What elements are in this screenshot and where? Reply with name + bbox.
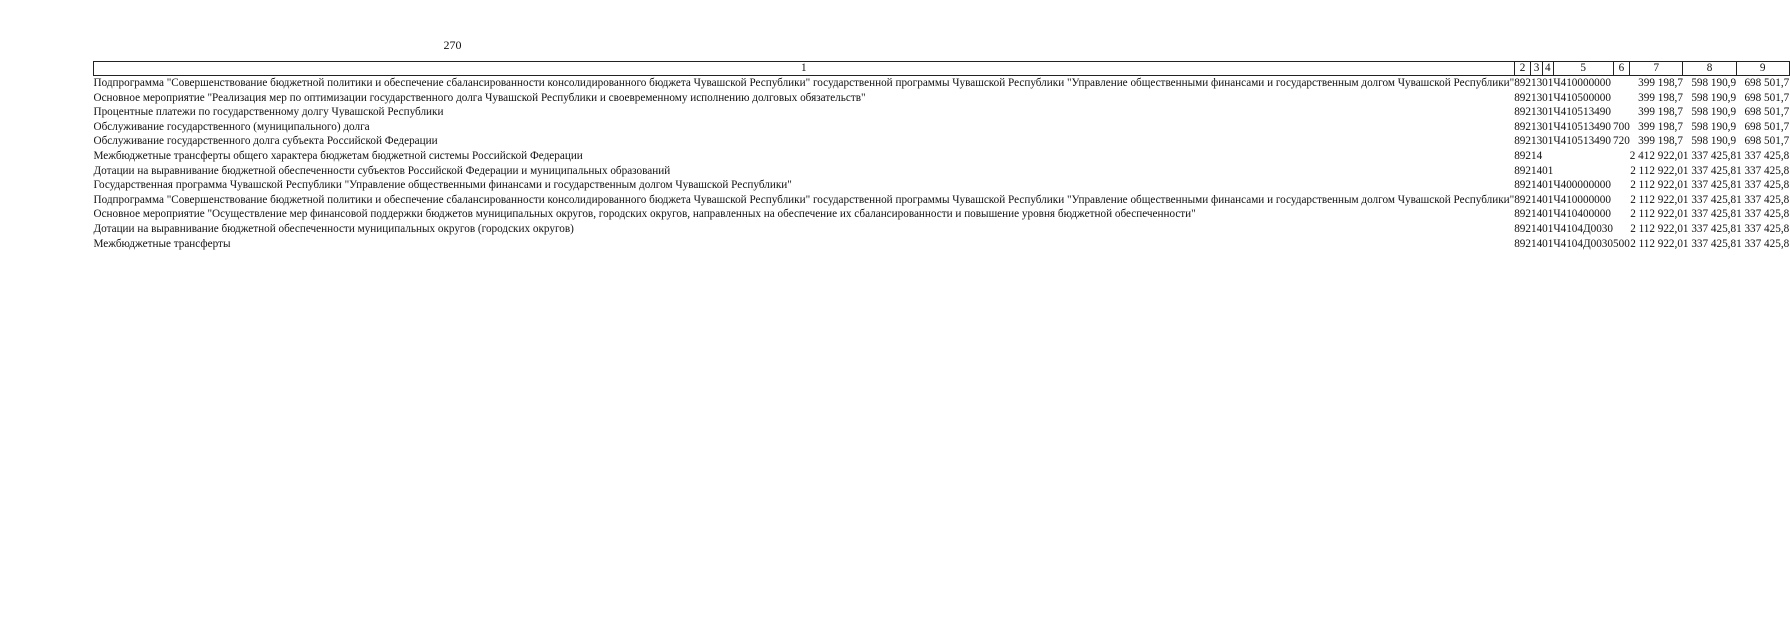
amount-year-1: 399 198,7 [1638, 106, 1683, 119]
subsection-code: 01 [1542, 208, 1554, 221]
header-cell: 4 [1542, 62, 1553, 76]
target-article-code: Ч4104Д0030 [1553, 222, 1613, 235]
expense-type-code: 700 [1613, 120, 1630, 133]
table-row [94, 120, 1790, 135]
row-name: Основное мероприятие "Реализация мер по оптимизации государственного долга Чувашской Республики и своевременному исполнению долговых обязательств" [93, 91, 866, 104]
ministry-code: 892 [1514, 106, 1531, 119]
expense-type-code [1613, 164, 1630, 179]
subsection-code: 01 [1542, 135, 1554, 148]
header-cell: 1 [94, 62, 1515, 76]
header-cell: 8 [1683, 62, 1736, 76]
expense-type-code [1613, 149, 1630, 164]
section-code: 13 [1530, 120, 1543, 133]
amount-year-1: 399 198,7 [1638, 91, 1683, 104]
section-code: 13 [1530, 106, 1543, 119]
ministry-code: 892 [1514, 149, 1531, 162]
amount-year-2: 598 190,9 [1691, 135, 1737, 148]
budget-table [93, 61, 1790, 251]
expense-type-code [1613, 76, 1630, 91]
amount-year-2: 598 190,9 [1691, 77, 1737, 89]
subsection-code: 01 [1542, 77, 1554, 89]
ministry-code: 892 [1514, 120, 1531, 133]
target-article-code: Ч410400000 [1553, 208, 1611, 221]
section-code: 13 [1530, 91, 1543, 104]
target-article-code [1553, 164, 1613, 179]
row-name: Процентные платежи по государственному долгу Чувашской Республики [93, 106, 444, 119]
amount-year-1: 2 412 922,0 [1629, 149, 1683, 162]
amount-year-1: 2 112 922,0 [1630, 237, 1683, 250]
header-cell: 7 [1630, 62, 1683, 76]
subsection-code [1542, 149, 1553, 164]
row-name: Подпрограмма "Совершенствование бюджетной политики и обеспечение сбалансированности консолидированного бюджета Чувашской Республики" государственной программы Чувашской Республики "Управление общественными финансами и государственным долгом Чувашской Республики" [93, 193, 1515, 206]
table-row [94, 76, 1790, 91]
table-row [94, 164, 1790, 179]
section-code: 13 [1530, 77, 1543, 89]
header-cell: 9 [1736, 62, 1789, 76]
table-row [94, 222, 1790, 237]
row-name: Подпрограмма "Совершенствование бюджетной политики и обеспечение сбалансированности консолидированного бюджета Чувашской Республики" государственной программы Чувашской Республики "Управление общественными финансами и государственным долгом Чувашской Республики" [93, 77, 1515, 89]
section-code: 14 [1530, 164, 1543, 177]
expense-type-code [1613, 91, 1630, 106]
amount-year-3: 1 337 425,8 [1736, 208, 1790, 221]
header-cell: 3 [1531, 62, 1542, 76]
row-name: Межбюджетные трансферты общего характера бюджетам бюджетной системы Российской Федерации [93, 149, 583, 162]
amount-year-2: 1 337 425,8 [1682, 164, 1737, 177]
subsection-code: 01 [1542, 237, 1554, 250]
ministry-code: 892 [1514, 135, 1531, 148]
expense-type-code [1613, 193, 1630, 208]
subsection-code: 01 [1542, 164, 1554, 177]
section-code: 14 [1530, 237, 1543, 250]
amount-year-2: 1 337 425,8 [1682, 149, 1737, 162]
subsection-code: 01 [1542, 222, 1554, 235]
amount-year-3: 698 501,7 [1744, 135, 1790, 148]
target-article-code: Ч410513490 [1553, 120, 1611, 133]
header-cell: 5 [1553, 62, 1613, 76]
target-article-code: Ч410513490 [1553, 106, 1611, 119]
amount-year-2: 598 190,9 [1691, 91, 1737, 104]
ministry-code: 892 [1514, 77, 1531, 89]
table-row [94, 134, 1790, 149]
ministry-code: 892 [1514, 91, 1531, 104]
amount-year-3: 698 501,7 [1744, 77, 1790, 89]
subsection-code: 01 [1542, 193, 1554, 206]
header-cell: 6 [1613, 62, 1630, 76]
expense-type-code: 720 [1613, 135, 1630, 148]
amount-year-1: 2 112 922,0 [1630, 179, 1683, 192]
amount-year-1: 399 198,7 [1638, 135, 1683, 148]
section-code: 14 [1530, 149, 1543, 162]
subsection-code: 01 [1542, 120, 1554, 133]
amount-year-2: 598 190,9 [1691, 120, 1737, 133]
amount-year-1: 2 112 922,0 [1630, 193, 1683, 206]
table-body [94, 76, 1790, 252]
section-code: 13 [1530, 135, 1543, 148]
amount-year-1: 2 112 922,0 [1630, 208, 1683, 221]
table-row [94, 149, 1790, 164]
section-code: 14 [1530, 208, 1543, 221]
expense-type-code [1613, 105, 1630, 120]
table-row [94, 105, 1790, 120]
row-name: Межбюджетные трансферты [93, 237, 231, 250]
ministry-code: 892 [1514, 237, 1531, 250]
target-article-code: Ч400000000 [1553, 179, 1611, 192]
table-row [94, 178, 1790, 193]
amount-year-2: 1 337 425,8 [1682, 179, 1737, 192]
ministry-code: 892 [1514, 208, 1531, 221]
amount-year-1: 2 112 922,0 [1630, 222, 1683, 235]
amount-year-3: 698 501,7 [1744, 91, 1790, 104]
table-row [94, 193, 1790, 208]
amount-year-3: 1 337 425,8 [1736, 222, 1790, 235]
section-code: 14 [1530, 193, 1543, 206]
expense-type-code [1613, 178, 1630, 193]
amount-year-1: 2 112 922,0 [1630, 164, 1683, 177]
subsection-code: 01 [1542, 106, 1554, 119]
target-article-code: Ч410000000 [1553, 77, 1611, 89]
ministry-code: 892 [1514, 164, 1531, 177]
row-name: Основное мероприятие "Осуществление мер финансовой поддержки бюджетов муниципальных округов, городских округов, направленных на обеспечение их сбалансированности и повышение уровня бюджетной обеспеченности" [93, 208, 1196, 221]
amount-year-3: 1 337 425,8 [1736, 179, 1790, 192]
amount-year-1: 399 198,7 [1638, 120, 1683, 133]
table-row [94, 91, 1790, 106]
amount-year-2: 1 337 425,8 [1682, 222, 1737, 235]
subsection-code: 01 [1542, 179, 1554, 192]
expense-type-code [1613, 207, 1630, 222]
target-article-code [1553, 149, 1613, 164]
row-name: Дотации на выравнивание бюджетной обеспеченности муниципальных округов (городских округов) [93, 222, 574, 235]
row-name: Дотации на выравнивание бюджетной обеспеченности субъектов Российской Федерации и муниципальных образований [93, 164, 671, 177]
amount-year-2: 1 337 425,8 [1682, 208, 1737, 221]
row-name: Обслуживание государственного долга субъекта Российской Федерации [93, 135, 438, 148]
table-row [94, 207, 1790, 222]
header-row [94, 62, 1790, 76]
amount-year-2: 1 337 425,8 [1682, 237, 1737, 250]
header-cell: 2 [1514, 62, 1531, 76]
amount-year-3: 1 337 425,8 [1736, 149, 1790, 162]
amount-year-3: 1 337 425,8 [1736, 237, 1790, 250]
section-code: 14 [1530, 222, 1543, 235]
expense-type-code: 500 [1613, 237, 1630, 250]
table-row [94, 237, 1790, 252]
target-article-code: Ч410513490 [1553, 135, 1611, 148]
subsection-code: 01 [1542, 91, 1554, 104]
page-number: 270 [443, 38, 462, 52]
amount-year-2: 1 337 425,8 [1682, 193, 1737, 206]
ministry-code: 892 [1514, 179, 1531, 192]
amount-year-3: 698 501,7 [1744, 106, 1790, 119]
ministry-code: 892 [1514, 193, 1531, 206]
amount-year-3: 1 337 425,8 [1736, 164, 1790, 177]
row-name: Государственная программа Чувашской Республики "Управление общественными финансами и государственным долгом Чувашской Республики" [93, 179, 792, 192]
target-article-code: Ч4104Д0030 [1553, 237, 1613, 250]
expense-type-code [1613, 222, 1630, 237]
section-code: 14 [1530, 179, 1543, 192]
target-article-code: Ч410000000 [1553, 193, 1611, 206]
row-name: Обслуживание государственного (муниципального) долга [93, 120, 370, 133]
amount-year-3: 698 501,7 [1744, 120, 1790, 133]
amount-year-1: 399 198,7 [1638, 77, 1683, 89]
amount-year-2: 598 190,9 [1691, 106, 1737, 119]
target-article-code: Ч410500000 [1553, 91, 1611, 104]
ministry-code: 892 [1514, 222, 1531, 235]
amount-year-3: 1 337 425,8 [1736, 193, 1790, 206]
